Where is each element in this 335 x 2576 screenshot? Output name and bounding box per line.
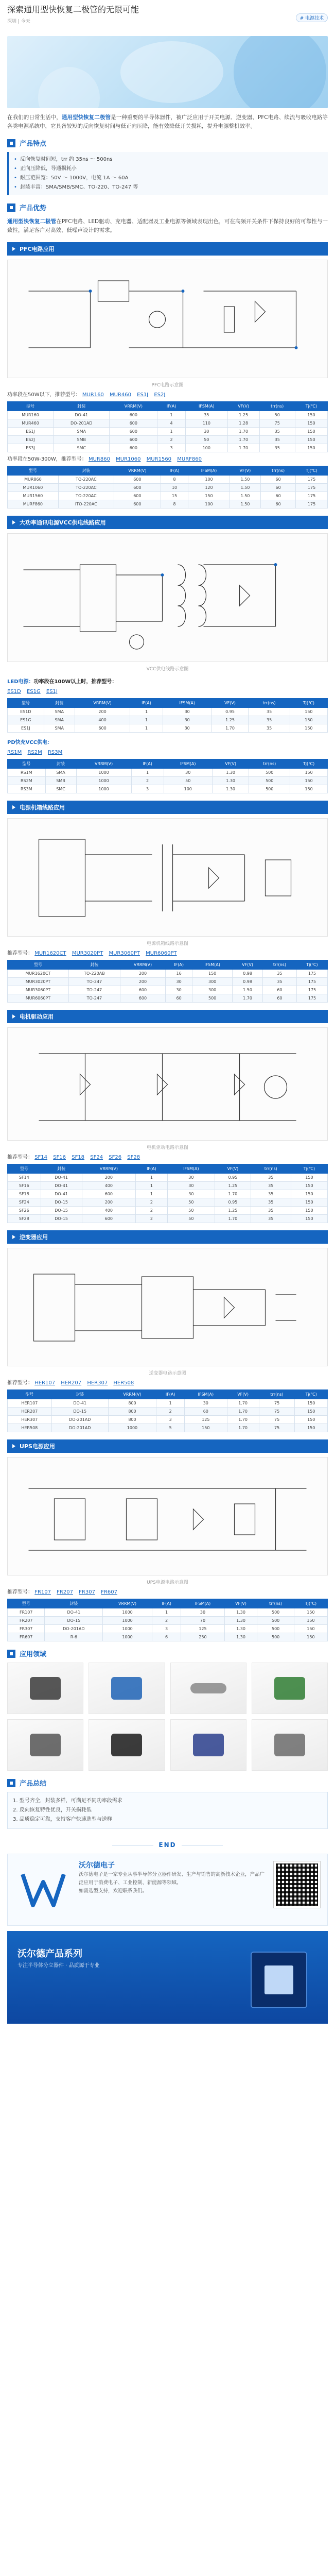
list-item: • 正向压降低，导通损耗小 xyxy=(14,164,323,174)
recommend-line: 推荐型号： FR107 FR207 FR307 FR607 xyxy=(7,1589,117,1595)
part-link[interactable]: RS3M xyxy=(47,750,63,755)
part-link[interactable]: MUR1060 xyxy=(116,456,141,462)
table-row: SF24 DO-15 200 2 50 0.95 35 150 xyxy=(8,1198,328,1207)
part-link[interactable]: HER207 xyxy=(61,1380,82,1386)
section-square-icon xyxy=(7,204,15,212)
part-link[interactable]: ES2J xyxy=(154,392,166,398)
table-row: MUR3060PT TO-247 600 30 300 1.50 60 175 xyxy=(8,986,328,994)
features-list xyxy=(7,152,328,195)
header-banner-image xyxy=(7,36,328,108)
table-row: HER107 DO-41 800 1 30 1.70 75 150 xyxy=(8,1399,328,1408)
recommend-line xyxy=(7,749,328,757)
table-row: ES2J SMB 600 2 50 1.70 35 150 xyxy=(8,436,328,444)
spec-table: 型号 封装 VRRM(V) IF(A) IFSM(A) VF(V) trr(ns) Tj(℃) FR107 DO-41 1000 1 30 1.30 500 150 FR207 DO-15 1000 2 70 1.30 500 150 FR307 DO-201AD 1000 3 125 1.30 500 150 FR607 R-6 1000 6 250 1.30 500 150 xyxy=(7,1599,328,1641)
table-row: MUR460 DO-201AD 600 4 110 1.28 75 150 xyxy=(8,419,328,428)
part-link[interactable]: MUR1620CT xyxy=(34,951,66,956)
end-marker: END xyxy=(7,1841,328,1849)
part-link[interactable]: MUR860 xyxy=(88,456,110,462)
table-row: MUR1620CT TO-220AB 200 16 150 0.98 35 175 xyxy=(8,970,328,978)
footer-banner-subtitle: 专注半导体分立器件 · 品质源于专业 xyxy=(17,1963,100,1969)
recommend-line: 推荐型号： MUR1620CT MUR3020PT MUR3060PT MUR6060PT xyxy=(7,951,177,956)
table-row: RS2M SMB 1000 2 50 1.30 500 150 xyxy=(8,777,328,785)
table-row: ES1D SMA 200 1 30 0.95 35 150 xyxy=(8,708,328,716)
part-link[interactable]: ES1J xyxy=(46,689,58,694)
application-image xyxy=(252,1719,328,1771)
subsection-title: PD快充VCC供电： xyxy=(7,740,53,745)
table-row: RS1M SMA 1000 1 30 1.30 500 150 xyxy=(8,769,328,777)
table-row: MUR3020PT TO-247 200 30 300 0.98 35 175 xyxy=(8,978,328,986)
intro-paragraph: 在我们的日常生活中，通用型快恢复二极管是一种重要的半导体器件，被广泛应用于开关电源、逆变器、PFC电路、续流与吸收电路等各类电源系统中，它具备较短的反向恢复时间与低正向压降，能有效降低开关损耗，提升电源整机效率。 xyxy=(7,114,328,129)
application-image xyxy=(89,1663,165,1714)
part-link[interactable]: MUR3060PT xyxy=(109,951,140,956)
table-row: MURF860 ITO-220AC 600 8 100 1.50 60 175 xyxy=(8,500,328,509)
table-row: ES3J SMC 600 3 100 1.70 35 150 xyxy=(8,444,328,452)
topic-tag[interactable]: # 电源技术 xyxy=(296,13,328,22)
chip-image xyxy=(251,1952,307,2008)
table-row: SF18 DO-41 600 1 30 1.70 35 150 xyxy=(8,1190,328,1198)
list-item: 3. 品质稳定可靠，支持客户快速选型与送样 xyxy=(13,1817,112,1822)
figure-caption: 电机驱动电路示意图 xyxy=(146,1145,188,1150)
list-item: 2. 反向恢复特性优良，开关损耗低 xyxy=(13,1807,92,1813)
summary-heading: 产品总结 xyxy=(7,1778,328,1788)
table-row: MUR860 TO-220AC 600 8 100 1.50 60 175 xyxy=(8,476,328,484)
figure-caption: PFC电路示意图 xyxy=(151,383,184,388)
footer-banner xyxy=(7,1931,328,2024)
part-link[interactable]: SF16 xyxy=(53,1155,66,1160)
part-link[interactable]: ES1J xyxy=(137,392,149,398)
part-link[interactable]: FR207 xyxy=(57,1589,73,1595)
spec-table: 型号 封装 VRRM(V) IF(A) IFSM(A) VF(V) trr(ns) Tj(℃) SF14 DO-41 200 1 30 0.95 35 150 SF16 DO-41 400 1 30 1.25 35 150 SF18 DO-41 600 1 30 1.70 35 150 SF24 DO-15 200 2 50 0.95 35 150 SF26 DO-15 400 2 50 1.25 35 150 SF28 DO-15 600 2 50 1.70 35 150 xyxy=(7,1164,328,1223)
application-image xyxy=(252,1663,328,1714)
part-link[interactable]: HER107 xyxy=(34,1380,56,1386)
part-link[interactable]: HER508 xyxy=(113,1380,134,1386)
recommend-line: 功率段在50W以下，推荐型号： MUR160 MUR460 ES1J ES2J xyxy=(7,392,166,398)
company-description: 沃尔德电子是一家专业从事半导体分立器件研发、生产与销售的高新技术企业，产品广泛应用于消费电子、工业控制、新能源等领域。 xyxy=(79,1872,265,1886)
table-row: SF26 DO-15 400 2 50 1.25 35 150 xyxy=(8,1207,328,1215)
table-row: FR107 DO-41 1000 1 30 1.30 500 150 xyxy=(8,1608,328,1617)
section-square-icon xyxy=(7,1779,15,1787)
part-link[interactable]: SF28 xyxy=(127,1155,140,1160)
table-row: SF28 DO-15 600 2 50 1.70 35 150 xyxy=(8,1215,328,1223)
part-link[interactable]: MURF860 xyxy=(177,456,202,462)
spec-table: 型号 封装 VRRM(V) IF(A) IFSM(A) VF(V) trr(ns) Tj(℃) MUR860 TO-220AC 600 8 100 1.50 60 175 MUR1060 TO-220AC 600 10 120 1.50 60 175 MUR1560 TO-220AC 600 15 150 1.50 60 175 MURF860 ITO-220AC 600 8 100 1.50 60 175 xyxy=(7,466,328,509)
table-row: ES1G SMA 400 1 30 1.25 35 150 xyxy=(8,716,328,724)
list-item: • 反向恢复时间短，trr 约 35ns ～ 500ns xyxy=(14,155,323,164)
spec-table: 型号 封装 VRRM(V) IF(A) IFSM(A) VF(V) trr(ns) Tj(℃) RS1M SMA 1000 1 30 1.30 500 150 RS2M SMB 1000 2 50 1.30 500 150 RS3M SMC 1000 3 100 1.30 500 150 xyxy=(7,759,328,793)
part-link[interactable]: RS2M xyxy=(27,750,42,755)
section-bar-ups: UPS电源应用 xyxy=(7,1439,328,1453)
section-square-icon xyxy=(7,139,15,147)
table-row: SF16 DO-41 400 1 30 1.25 35 150 xyxy=(8,1182,328,1190)
table-row: HER508 DO-201AD 1000 5 150 1.70 75 150 xyxy=(8,1424,328,1432)
application-image xyxy=(170,1719,246,1771)
qr-code-image[interactable] xyxy=(274,1861,320,1908)
applications-heading: 应用领域 xyxy=(7,1649,328,1658)
table-row: RS3M SMC 1000 3 100 1.30 500 150 xyxy=(8,785,328,793)
figure-caption: UPS电源电路示意图 xyxy=(147,1580,188,1585)
table-row: ES1J SMA 600 1 30 1.70 35 150 xyxy=(8,428,328,436)
table-row: FR207 DO-15 1000 2 70 1.30 500 150 xyxy=(8,1617,328,1625)
part-link[interactable]: ES1G xyxy=(26,689,41,694)
advantages-paragraph: 通用型快恢复二极管在PFC电路、LED驱动、充电器、适配器及工业电源等领域表现出色，可在高频开关条件下保持良好的可靠性与一致性，满足客户对高效、低噪声设计的需求。 xyxy=(7,218,328,233)
recommend-line: 功率段在50W-300W，推荐型号： MUR860 MUR1060 MUR1560 MURF860 xyxy=(7,456,202,462)
part-link[interactable]: MUR160 xyxy=(82,392,104,398)
company-name: 沃尔德电子 xyxy=(79,1861,115,1870)
table-row: MUR1060 TO-220AC 600 10 120 1.50 60 175 xyxy=(8,484,328,492)
application-image xyxy=(89,1719,165,1771)
part-link[interactable]: MUR6060PT xyxy=(146,951,177,956)
figure-caption: VCC供电线路示意图 xyxy=(146,667,189,672)
part-link[interactable]: MUR3020PT xyxy=(72,951,103,956)
article-title: 探索通用型快恢复二极管的无限可能 xyxy=(7,5,139,14)
table-row: FR307 DO-201AD 1000 3 125 1.30 500 150 xyxy=(8,1625,328,1633)
spec-table: 型号 封装 VRRM(V) IF(A) IFSM(A) VF(V) trr(ns) Tj(℃) HER107 DO-41 800 1 30 1.70 75 150 HER207 DO-15 800 2 60 1.70 75 150 HER307 DO-201AD 800 3 125 1.70 75 150 HER508 DO-201AD 1000 5 150 1.70 75 150 xyxy=(7,1389,328,1432)
chassis-circuit-diagram xyxy=(7,818,328,937)
section-bar-inverter: 逆变器应用 xyxy=(7,1230,328,1244)
footer-banner-title: 沃尔德产品系列 xyxy=(17,1948,82,1959)
inverter-circuit-diagram xyxy=(7,1248,328,1366)
recommend-line: 推荐型号： SF14 SF16 SF18 SF24 SF26 SF28 xyxy=(7,1155,140,1160)
recommend-line: 推荐型号： HER107 HER207 HER307 HER508 xyxy=(7,1380,134,1386)
recommend-line xyxy=(7,688,328,696)
part-link[interactable]: RS1M xyxy=(7,750,22,755)
table-row: MUR160 DO-41 600 1 35 1.25 50 150 xyxy=(8,411,328,419)
table-row: FR607 R-6 1000 6 250 1.30 500 150 xyxy=(8,1633,328,1641)
spec-table: 型号 封装 VRRM(V) IF(A) IFSM(A) VF(V) trr(ns) Tj(℃) MUR1620CT TO-220AB 200 16 150 0.98 35 175 MUR3020PT TO-247 200 30 300 0.98 35 175 MUR3060PT TO-247 600 30 300 1.50 60 175 MUR6060PT TO-247 600 60 500 1.70 60 175 xyxy=(7,960,328,1003)
part-link[interactable]: HER307 xyxy=(87,1380,108,1386)
table-row: ES1J SMA 600 1 30 1.70 35 150 xyxy=(8,724,328,733)
spec-table: 型号 封装 VRRM(V) IF(A) IFSM(A) VF(V) trr(ns) Tj(℃) ES1D SMA 200 1 30 0.95 35 150 ES1G SMA 400 1 30 1.25 35 150 ES1J SMA 600 1 30 1.70 35 150 xyxy=(7,698,328,733)
table-row: HER207 DO-15 800 2 60 1.70 75 150 xyxy=(8,1408,328,1416)
spec-table: 型号 封装 VRRM(V) IF(A) IFSM(A) VF(V) trr(ns) Tj(℃) MUR160 DO-41 600 1 35 1.25 50 150 MUR460 DO-201AD 600 4 110 1.28 75 150 ES1J SMA 600 1 30 1.70 35 150 ES2J SMB 600 2 50 1.70 35 150 ES3J SMC 600 3 100 1.70 35 150 xyxy=(7,401,328,452)
section-bar-motor: 电机驱动应用 xyxy=(7,1010,328,1023)
section-square-icon xyxy=(7,1650,15,1658)
application-image xyxy=(7,1719,83,1771)
list-item: 1. 型号齐全，封装多样，可满足不同功率段需求 xyxy=(13,1798,122,1804)
section-bar-chassis: 电源机箱线路应用 xyxy=(7,801,328,814)
vcc-circuit-diagram xyxy=(7,533,328,662)
list-item: • 耐压范围宽：50V ～ 1000V，电流 1A ～ 60A xyxy=(14,174,323,183)
part-link[interactable]: FR607 xyxy=(101,1589,117,1595)
subsection-title: LED电源：功率段在100W以上时，推荐型号： xyxy=(7,679,117,685)
company-card xyxy=(7,1854,328,1926)
table-row: MUR1560 TO-220AC 600 15 150 1.50 60 175 xyxy=(8,492,328,500)
applications-grid xyxy=(7,1663,328,1771)
application-image xyxy=(7,1663,83,1714)
article-header xyxy=(0,0,335,36)
features-heading: 产品特点 xyxy=(7,138,328,148)
section-bar-pfc: PFC电路应用 xyxy=(7,242,328,256)
list-item: • 封装丰富：SMA/SMB/SMC、TO-220、TO-247 等 xyxy=(14,183,323,192)
summary-list xyxy=(7,1792,328,1829)
advantages-heading: 产品优势 xyxy=(7,202,328,212)
pfc-circuit-diagram xyxy=(7,260,328,378)
part-link[interactable]: FR107 xyxy=(34,1589,51,1595)
article-content xyxy=(0,113,335,1849)
part-link[interactable]: SF24 xyxy=(90,1155,103,1160)
part-link[interactable]: SF18 xyxy=(72,1155,85,1160)
application-image xyxy=(170,1663,246,1714)
part-link[interactable]: MUR1560 xyxy=(146,456,172,462)
part-link[interactable]: ES1D xyxy=(7,689,21,694)
table-row: MUR6060PT TO-247 600 60 500 1.70 60 175 xyxy=(8,994,328,1003)
table-row: HER307 DO-201AD 800 3 125 1.70 75 150 xyxy=(8,1416,328,1424)
part-link[interactable]: SF14 xyxy=(34,1155,48,1160)
company-logo xyxy=(15,1861,72,1918)
part-link[interactable]: FR307 xyxy=(79,1589,95,1595)
figure-caption: 电源机箱线路示意图 xyxy=(146,941,188,946)
figure-caption: 逆变器电路示意图 xyxy=(149,1371,186,1376)
article-date: 深圳 | 今天 xyxy=(7,19,30,24)
part-link[interactable]: MUR460 xyxy=(109,392,131,398)
company-contact: 如需选型支持，欢迎联系我们。 xyxy=(79,1888,148,1894)
motor-circuit-diagram xyxy=(7,1027,328,1141)
ups-circuit-diagram xyxy=(7,1457,328,1575)
table-row: SF14 DO-41 200 1 30 0.95 35 150 xyxy=(8,1174,328,1182)
section-bar-vcc: 大功率通讯电源VCC供电线路应用 xyxy=(7,516,328,529)
part-link[interactable]: SF26 xyxy=(109,1155,122,1160)
